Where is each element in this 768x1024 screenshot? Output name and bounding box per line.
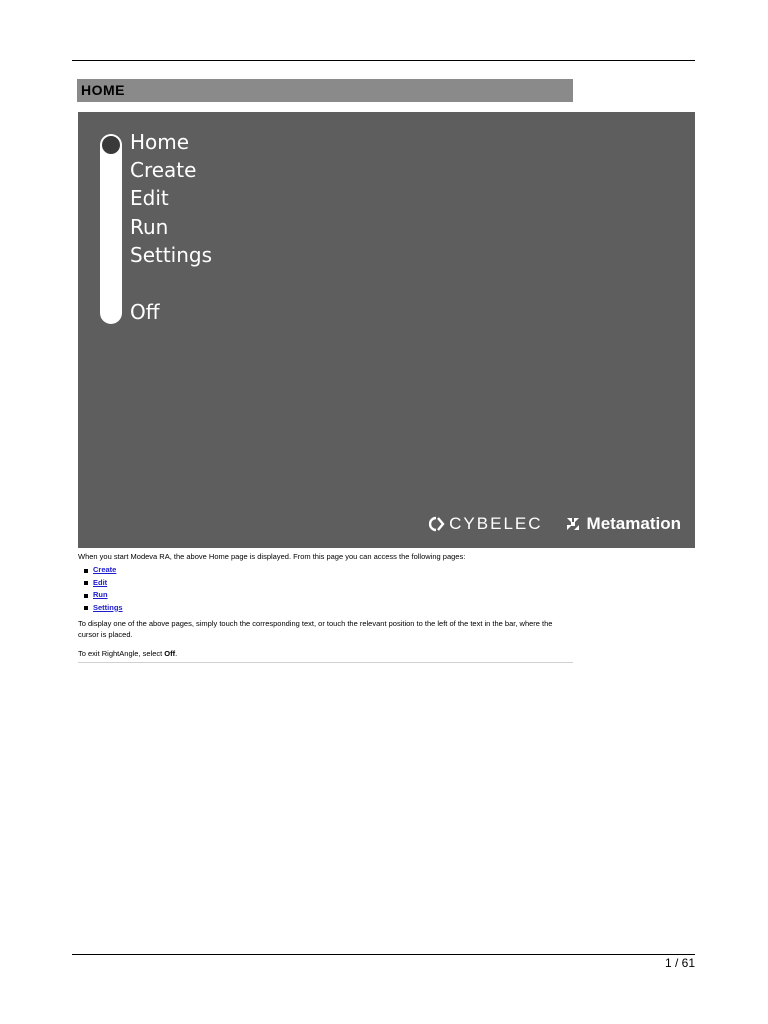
- bullet-icon: [84, 569, 88, 573]
- exit-period: .: [175, 649, 178, 658]
- exit-off-label: Off: [164, 649, 176, 658]
- menu-item-settings[interactable]: Settings: [130, 243, 213, 267]
- exit-paragraph: [78, 648, 573, 659]
- top-rule: [72, 60, 695, 61]
- bullet-icon: [84, 581, 88, 585]
- page-link-list: [78, 564, 573, 614]
- section-end-rule: [78, 662, 573, 663]
- brand-logos: [429, 512, 681, 536]
- link-run[interactable]: Run: [93, 590, 108, 599]
- cursor-dot: [102, 136, 120, 154]
- metamation-logo: [565, 514, 681, 534]
- bullet-icon: [84, 594, 88, 598]
- cybelec-mark-icon: [429, 516, 445, 532]
- section-header: HOME: [77, 79, 573, 102]
- bottom-rule: [72, 954, 695, 955]
- menu-item-run[interactable]: Run: [130, 215, 169, 239]
- exit-text: To exit RightAngle, select: [78, 649, 165, 658]
- menu-item-edit[interactable]: Edit: [130, 186, 169, 210]
- menu-item-home[interactable]: Home: [130, 130, 190, 154]
- menu-item-create[interactable]: Create: [130, 158, 197, 182]
- metamation-mark-icon: [565, 516, 581, 532]
- list-item: [78, 564, 573, 577]
- home-screen-image: [78, 112, 695, 548]
- link-settings[interactable]: Settings: [93, 602, 123, 612]
- link-edit[interactable]: Edit: [93, 577, 108, 587]
- list-item: [78, 577, 573, 590]
- menu-item-off[interactable]: Off: [130, 300, 160, 324]
- instructions-paragraph: To display one of the above pages, simply touch the corresponding text, or touch the relevant position to the left of the text in the bar, where the cursor is placed.: [78, 619, 553, 639]
- link-create[interactable]: Create: [93, 565, 117, 574]
- list-item: [78, 602, 573, 615]
- bullet-icon: [84, 606, 88, 610]
- cursor-bar[interactable]: [100, 134, 122, 324]
- page-body: [78, 551, 573, 659]
- list-item: [78, 589, 573, 602]
- cybelec-logo: [429, 514, 542, 534]
- intro-paragraph: When you start Modeva RA, the above Home page is displayed. From this page you can access the following pages:: [78, 552, 466, 561]
- cybelec-logo-text: CYBELEC: [449, 514, 543, 533]
- page-number: 1 / 61: [664, 956, 695, 970]
- metamation-logo-text: Metamation: [586, 514, 681, 533]
